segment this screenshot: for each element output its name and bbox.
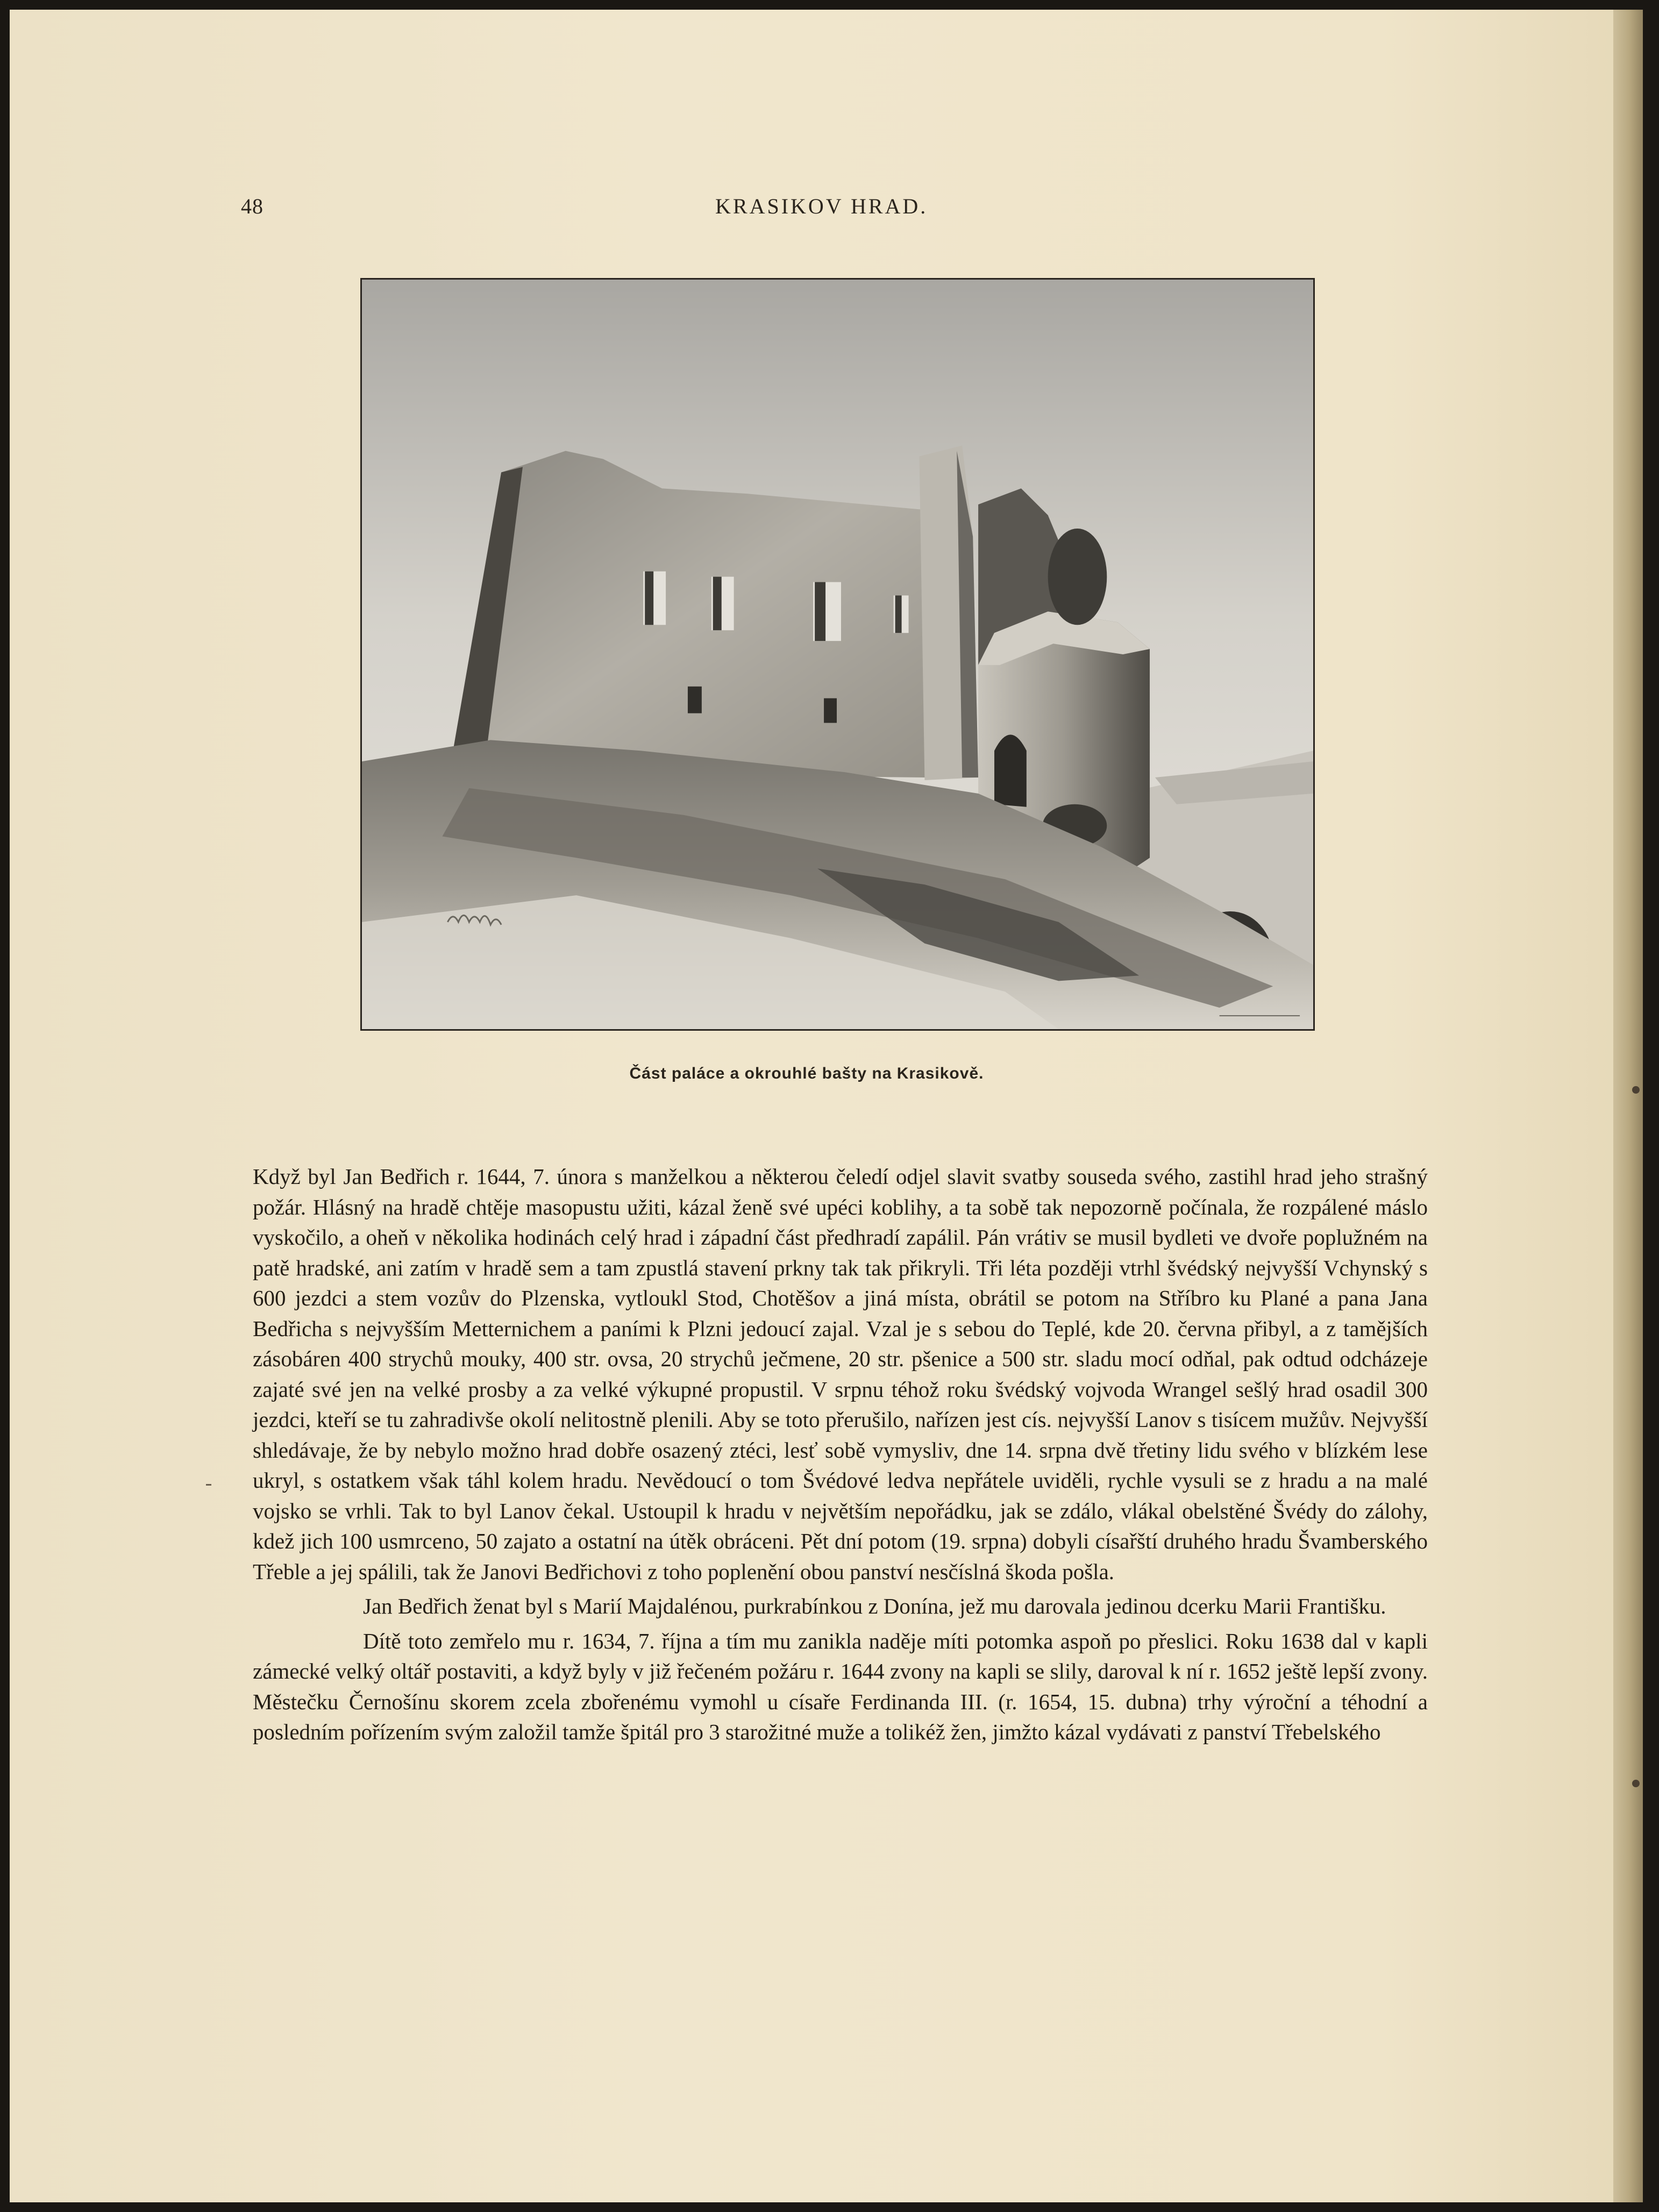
page-number: 48 xyxy=(241,194,264,218)
paragraph: Dítě toto zemřelo mu r. 1634, 7. října a tím mu zanikla naděje míti potomka aspoň po přeslici. Roku 1638 dal v kapli zámecké velký oltář postaviti, a když byly v již řečeném požáru r. 1644 zvony na kapli se slily, daroval k ní r. 1652 ještě lepší zvony. Městečku Černošínu skorem zcela zbořenému vymohl u císaře Ferdinanda III. (r. 1654, 15. dubna) trhy výroční a téhodní a posledním pořízením svým založil tamže špitál pro 3 starožitné muže a tolikéž žen, jimžto kázal vydávati z panství Třebelského xyxy=(253,1628,1428,1744)
edge-stain xyxy=(1632,1780,1640,1787)
margin-mark xyxy=(206,1484,211,1486)
paragraph: Když byl Jan Bedřich r. 1644, 7. února s manželkou a některou čeledí odjel slavit svatby souseda svého, zastihl hrad jeho strašný požár. Hlásný na hradě chtěje masopustu užiti, kázal ženě své upéci koblihy, a ta sobě tak nepozorně počínala, že rozpálené máslo vyskočilo, a oheň v několika hodinách celý hrad i západní část předhradí zapálil. Pán vrátiv se musil bydleti ve dvoře poplužném na patě hradské, ani zatím v hradě sem a tam zpustlá stavení prkny tak tak přikryli. Tři léta později vtrhl švédský nejvyšší Vchynský s 600 jezdci a stem vozův do Plzenska, vytloukl Stod, Chotěšov a jiná místa, obrátil se potom na Stříbro ku Plané a pana Jana Bedřicha s nejvyšším Metternichem a paními k Plzni jedoucí zajal. Vzal je s sebou do Teplé, kde 20. června přibyl, a z tamějších zásobáren 400 strychů mouky, 400 str. ovsa, 20 strychů ječmene, 20 str. pšenice a 500 str. sladu mocí odňal, pak odtud odcházeje zajaté své jen na velké prosby a za velké výkupné propustil. V srpnu téhož roku švédský vojvoda Wrangel sešlý hrad osadil 300 jezdci, kteří se tu zahradivše okolí nelitostně plenili. Aby se toto přerušilo, nařízen jest cís. nejvyšší Lanov s tisícem mužův. Nejvyšší shledávaje, že by nebylo možno hrad dobře osazený ztéci, lesť sobě vymysliv, dne 14. srpna dvě třetiny lidu svého v blízkém lese ukryl, s ostatkem však táhl kolem hradu. Nevědoucí o tom Švédové ledva nepřátele uviděli, rychle vysuli se z hradu a na malé vojsko se vrhli. Tak to byl Lanov čekal. Ustoupil k hradu v největším nepořádku, jak se zdálo, vlákal obelstěné Švédy do zálohy, kdež jich 100 usmrceno, 50 zajato a ostatní na útěk obráceni. Pět dní potom (19. srpna) dobyli císařští druhého hradu Švamberského Třeble a jej spálili, tak že Janovi Bedřichovi z toho poplenění obou panství nesčíslná škoda pošla. xyxy=(253,1164,1428,1584)
scan-border xyxy=(1643,0,1659,2212)
castle-ruin-illustration xyxy=(360,278,1315,1031)
body-text xyxy=(253,1161,1428,1752)
paragraph: Jan Bedřich ženat byl s Marií Majdalénou, purkrabínkou z Donína, jež mu darovala jedinou dcerku Marii Františku. xyxy=(363,1594,1386,1618)
castle-ruin-drawing xyxy=(362,280,1313,1029)
figure-caption: Část paláce a okrouhlé bašty na Krasikově. xyxy=(629,1065,984,1082)
running-head xyxy=(0,194,1659,231)
edge-stain xyxy=(1632,1086,1640,1094)
running-title: KRASIKOV HRAD. xyxy=(715,194,928,218)
